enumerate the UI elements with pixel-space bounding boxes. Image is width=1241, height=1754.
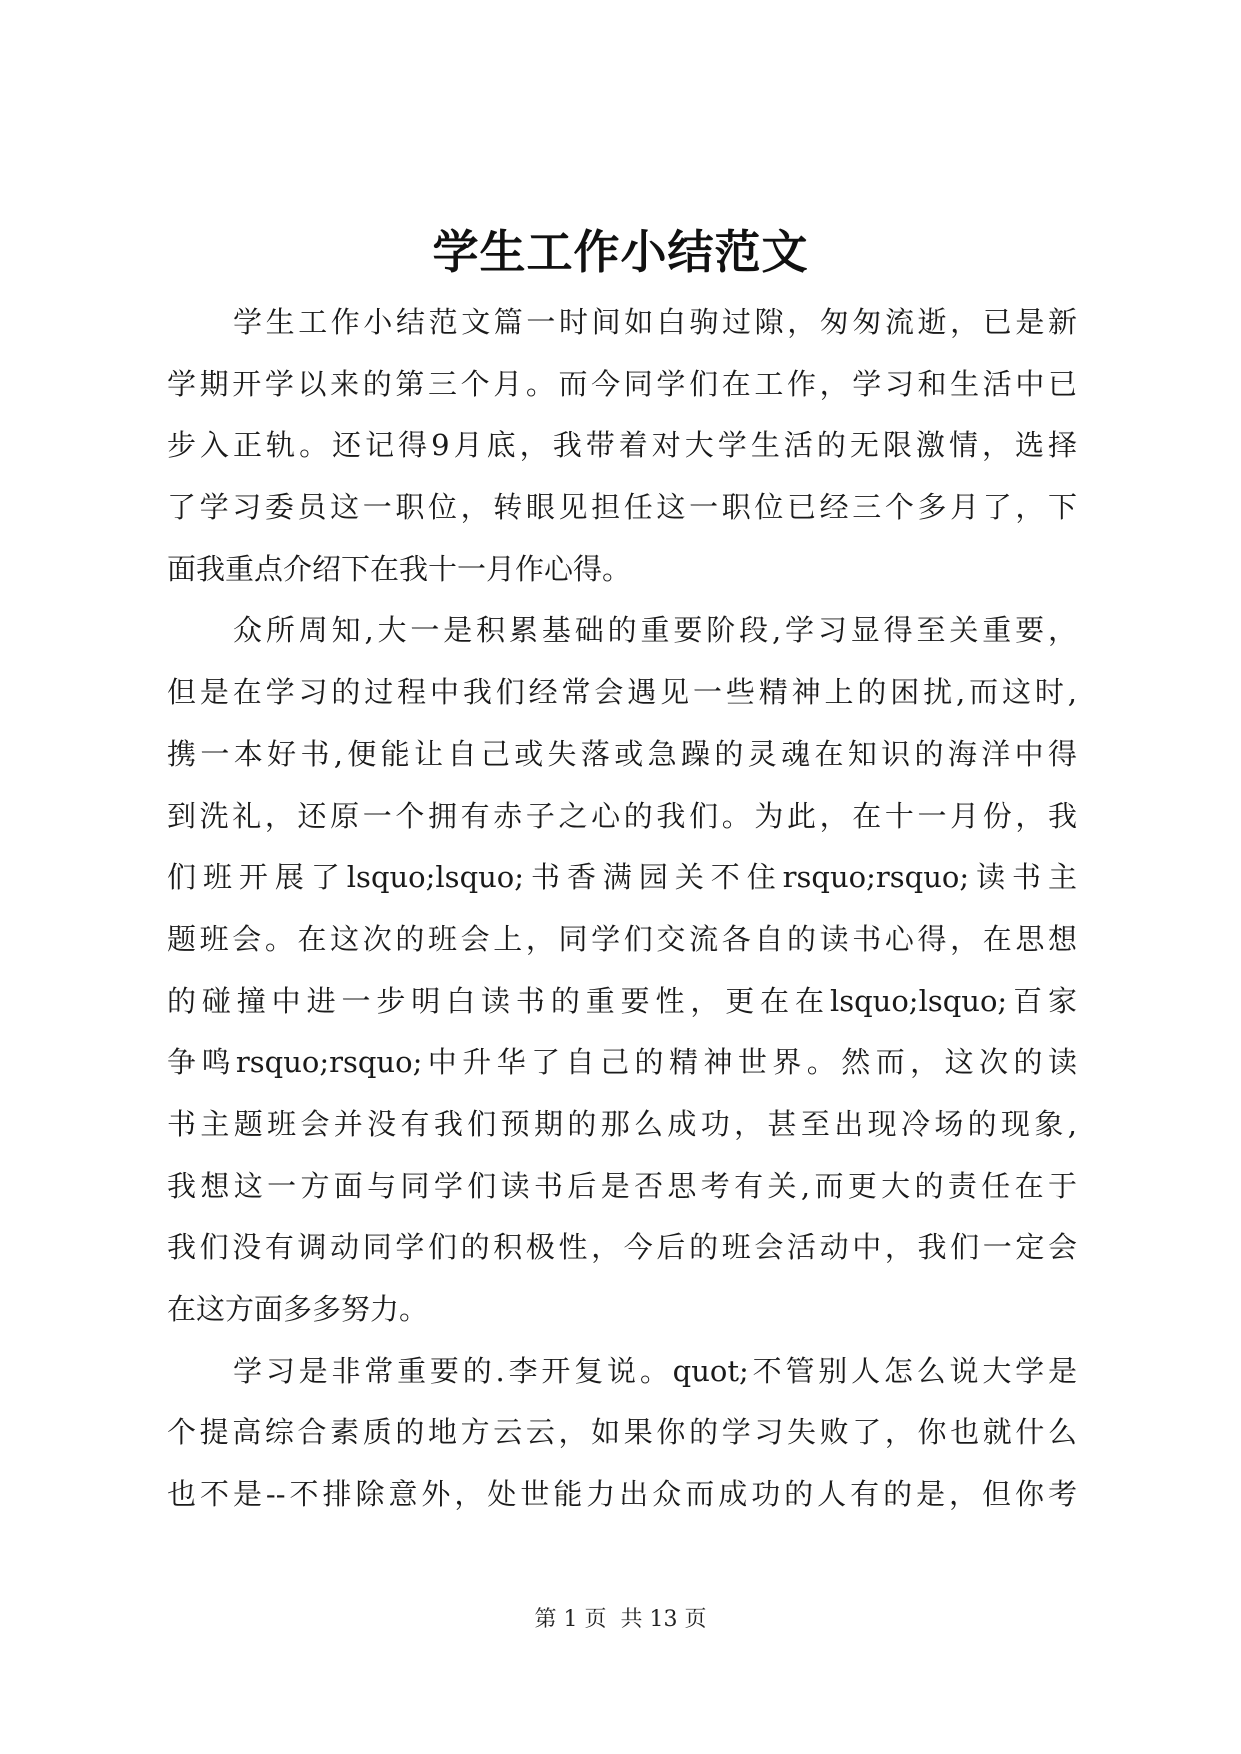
body-line: 携一本好书,便能让自己或失落或急躁的灵魂在知识的海洋中得 <box>167 736 1077 771</box>
body-line: 步入正轨。还记得9月底，我带着对大学生活的无限激情，选择 <box>167 428 1077 463</box>
body-line: 争鸣rsquo;rsquo;中升华了自己的精神世界。然而，这次的读 <box>167 1045 1077 1080</box>
body-line: 在这方面多多努力。 <box>167 1292 429 1326</box>
document-body <box>167 292 1077 1526</box>
body-line: 我想这一方面与同学们读书后是否思考有关,而更大的责任在于 <box>167 1168 1077 1203</box>
body-line: 的碰撞中进一步明白读书的重要性，更在在lsquo;lsquo;百家 <box>167 983 1077 1018</box>
body-line: 但是在学习的过程中我们经常会遇见一些精神上的困扰,而这时, <box>167 675 1077 710</box>
body-line: 到洗礼，还原一个拥有赤子之心的我们。为此，在十一月份，我 <box>167 798 1077 833</box>
body-line: 也不是--不排除意外，处世能力出众而成功的人有的是，但你考 <box>167 1477 1077 1512</box>
document-title: 学生工作小结范文 <box>432 225 809 279</box>
body-line: 众所周知,大一是积累基础的重要阶段,学习显得至关重要， <box>233 613 1077 648</box>
page-footer: 第 1 页 共 13 页 <box>534 1607 707 1632</box>
body-line: 个提高综合素质的地方云云，如果你的学习失败了，你也就什么 <box>167 1415 1077 1450</box>
body-line: 们班开展了lsquo;lsquo;书香满园关不住rsquo;rsquo;读书主 <box>167 860 1077 895</box>
body-line: 题班会。在这次的班会上，同学们交流各自的读书心得，在思想 <box>167 921 1077 956</box>
body-line: 学习是非常重要的.李开复说。quot;不管别人怎么说大学是 <box>233 1353 1077 1388</box>
body-line: 学期开学以来的第三个月。而今同学们在工作，学习和生活中已 <box>167 366 1077 401</box>
body-line: 学生工作小结范文篇一时间如白驹过隙，匆匆流逝，已是新 <box>233 305 1077 339</box>
body-line: 了学习委员这一职位，转眼见担任这一职位已经三个多月了，下 <box>167 490 1077 525</box>
body-line: 书主题班会并没有我们预期的那么成功，甚至出现冷场的现象, <box>167 1106 1077 1141</box>
body-line: 面我重点介绍下在我十一月作心得。 <box>167 551 632 586</box>
body-line: 我们没有调动同学们的积极性，今后的班会活动中，我们一定会 <box>167 1230 1077 1265</box>
